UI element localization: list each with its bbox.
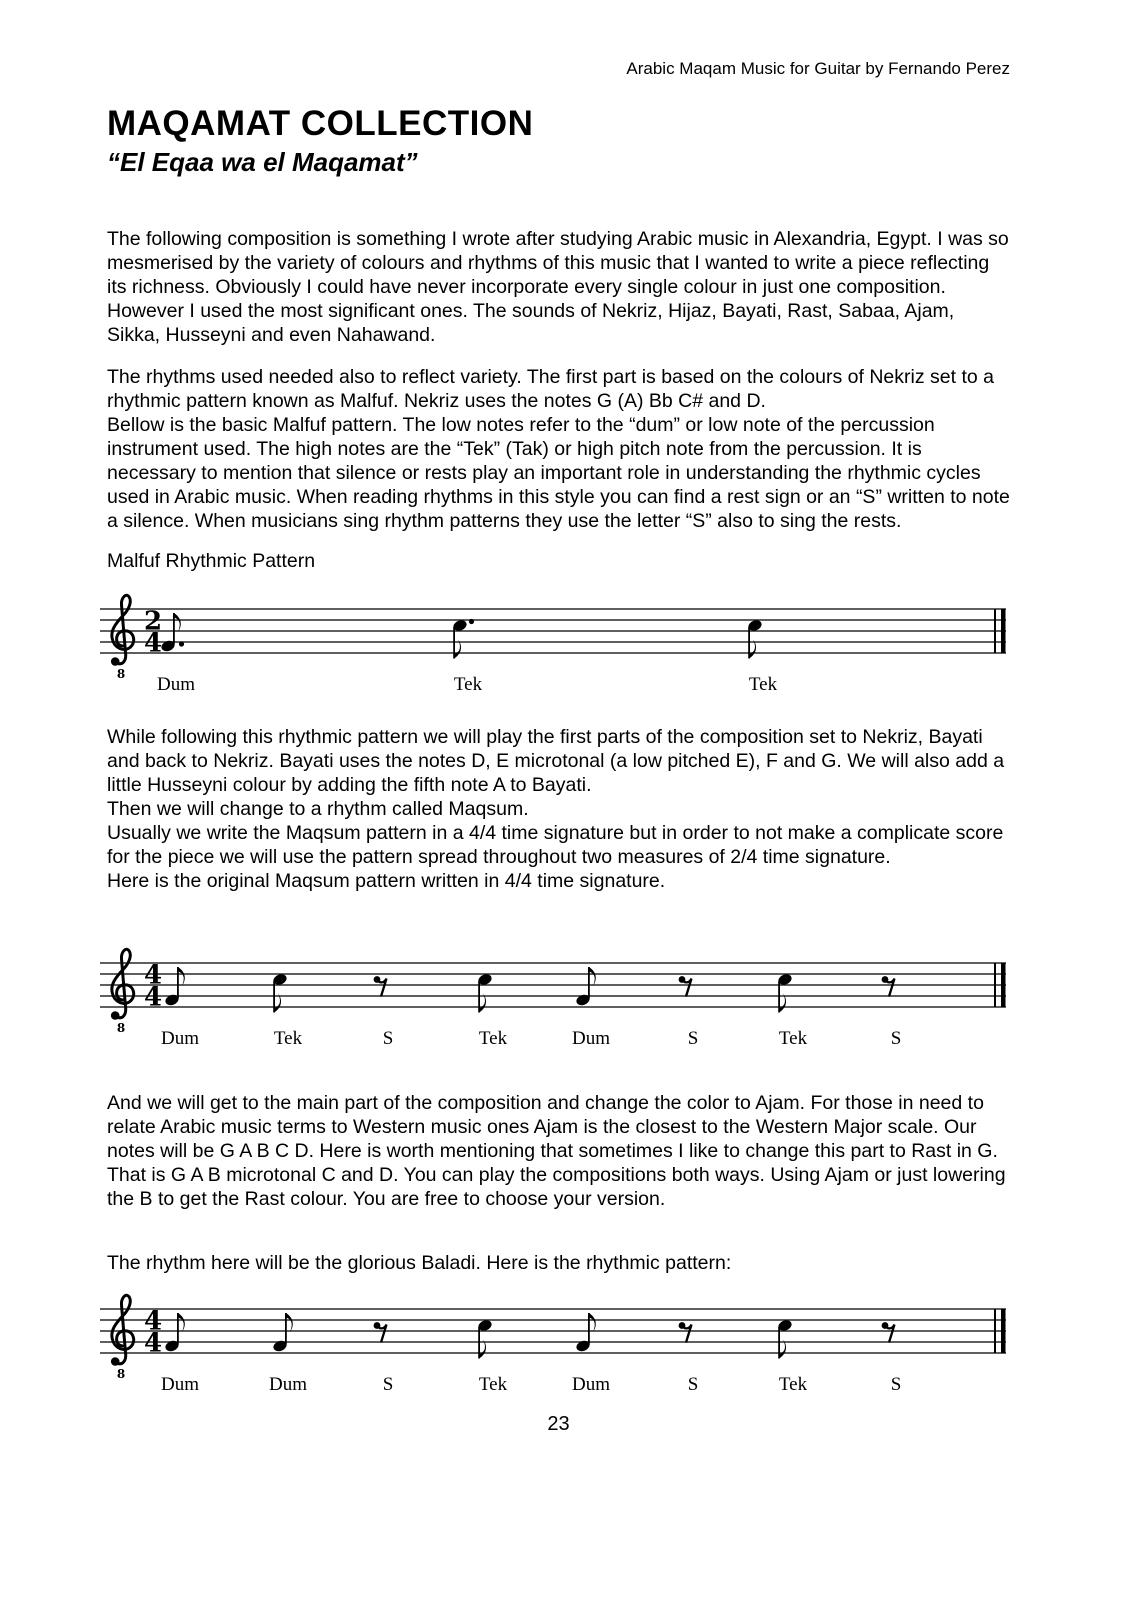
malfuf-syllable-label: Tek <box>748 674 778 695</box>
paragraph-after-malfuf-c: Usually we write the Maqsum pattern in a 4/4 time signature but in order to not make a complicate score for the piece we will use the pattern spread throughout two measures of 2/4 time signature. <box>107 822 1004 868</box>
maqsum-syllable-label: S <box>890 1028 902 1049</box>
svg-text:8: 8 <box>116 667 126 681</box>
svg-text:4: 4 <box>143 1328 163 1359</box>
malfuf-staff-svg <box>100 589 1007 697</box>
paragraph-baladi-intro: The rhythm here will be the glorious Baladi. Here is the rhythmic pattern: <box>107 1252 732 1274</box>
maqsum-syllable-label: S <box>687 1028 699 1049</box>
running-header-text: Arabic Maqam Music for Guitar by Fernando Perez <box>626 59 1010 78</box>
malfuf-caption: Malfuf Rhythmic Pattern <box>107 550 316 572</box>
paragraph-rhythms-line-b: Bellow is the basic Malfuf pattern. The low notes refer to the “dum” or low note of the percussion instrument used. The high notes are the “Tek” (Tak) or high pitch note from the percussion. It is necessary to mention that silence or rests play an important role in understanding the rhythmic cycles used in Arabic music. When reading rhythms in this style you can find a rest sign or an “S” written to note a silence. When musicians sing rhythm patterns they use the letter “S” also to sing the rests. <box>107 414 1010 532</box>
maqsum-staff-svg <box>100 943 1007 1051</box>
page-subtitle: “El Eqaa wa el Maqamat” <box>107 147 418 177</box>
baladi-syllable-label: Tek <box>478 1374 508 1395</box>
maqsum-syllable-label: Tek <box>273 1028 303 1049</box>
paragraph-after-malfuf-a: While following this rhythmic pattern we will play the first parts of the composition set to Nekriz, Bayati and back to Nekriz. Bayati uses the notes D, E microtonal (a low pitched E), F and G. We will also add a little Husseyni colour by adding the fifth note A to Bayati. <box>107 726 1005 796</box>
page-title: MAQAMAT COLLECTION <box>107 104 534 143</box>
paragraph-ajam: And we will get to the main part of the composition and change the color to Ajam. For those in need to relate Arabic music terms to Western music ones Ajam is the closest to the Western Major scale. Our notes will be G A B C D. Here is worth mentioning that sometimes I like to change this part to Rast in G. That is G A B microtonal C and D. You can play the compositions both ways. Using Ajam or just lowering the B to get the Rast colour. You are free to choose your version. <box>107 1092 1006 1210</box>
malfuf-syllable-label: Dum <box>157 674 195 695</box>
baladi-syllable-label: Dum <box>269 1374 307 1395</box>
malfuf-staff-notation <box>100 589 1007 697</box>
svg-text:8: 8 <box>116 1367 126 1381</box>
paragraph-intro: The following composition is something I wrote after studying Arabic music in Alexandria, Egypt. I was so mesmerised by the variety of colours and rhythms of this music that I wanted to write a piece reflecting its richness. Obviously I could have never incorporate every single colour in just one composition. However I used the most significant ones. The sounds of Nekriz, Hijaz, Bayati, Rast, Sabaa, Ajam, Sikka, Husseyni and even Nahawand. <box>107 228 1009 346</box>
baladi-syllable-label: Tek <box>778 1374 808 1395</box>
paragraph-after-malfuf-d: Here is the original Maqsum pattern written in 4/4 time signature. <box>107 870 666 892</box>
baladi-syllable-label: S <box>687 1374 699 1395</box>
baladi-staff-notation <box>100 1289 1007 1397</box>
maqsum-staff-notation <box>100 943 1007 1051</box>
svg-text:8: 8 <box>116 1021 126 1035</box>
malfuf-syllable-label: Tek <box>453 674 483 695</box>
page-number: 23 <box>547 1413 570 1435</box>
maqsum-syllable-label: Dum <box>161 1028 199 1049</box>
maqsum-syllable-label: Tek <box>478 1028 508 1049</box>
svg-text:4: 4 <box>143 1306 163 1337</box>
svg-text:4: 4 <box>143 628 163 659</box>
paragraph-after-malfuf <box>107 725 1010 893</box>
paragraph-rhythms-line-a: The rhythms used needed also to reflect variety. The first part is based on the colours of Nekriz set to a rhythmic pattern known as Malfuf. Nekriz uses the notes G (A) Bb C# and D. <box>107 366 994 412</box>
baladi-syllable-label: S <box>890 1374 902 1395</box>
maqsum-syllable-label: Tek <box>778 1028 808 1049</box>
baladi-syllable-label: Dum <box>572 1374 610 1395</box>
svg-text:4: 4 <box>143 982 163 1013</box>
paragraph-rhythms <box>107 365 1010 533</box>
paragraph-after-malfuf-b: Then we will change to a rhythm called Maqsum. <box>107 798 529 820</box>
maqsum-syllable-label: Dum <box>572 1028 610 1049</box>
baladi-syllable-label: Dum <box>161 1374 199 1395</box>
svg-text:4: 4 <box>143 960 163 991</box>
running-header <box>107 0 1010 79</box>
baladi-syllable-label: S <box>382 1374 394 1395</box>
maqsum-syllable-label: S <box>382 1028 394 1049</box>
svg-text:2: 2 <box>143 606 163 637</box>
baladi-staff-svg <box>100 1289 1007 1397</box>
